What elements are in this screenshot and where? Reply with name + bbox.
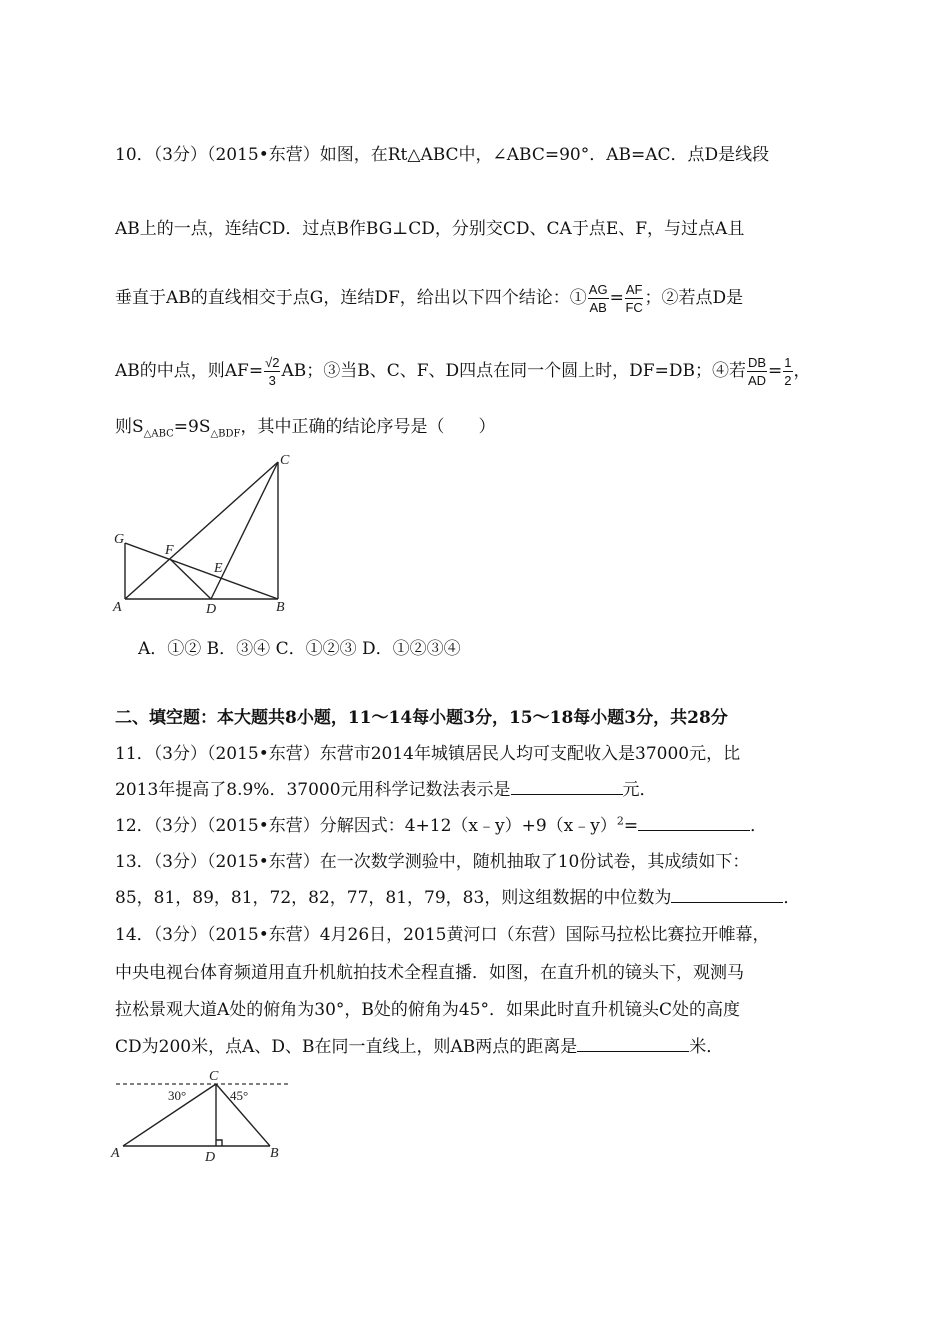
text: 85，81，89，81，72，82，77，81，79，83，则这组数据的中位数为 <box>115 888 672 908</box>
text: ． <box>783 888 801 908</box>
text: 12．（3分）（2015•东营）分解因式：4+12（x﹣y）+9（x﹣y） <box>115 816 617 836</box>
label-f: F <box>165 543 174 558</box>
equals: = <box>609 288 624 308</box>
segment-cd <box>211 462 278 599</box>
text: = <box>623 816 639 836</box>
q10-options: A．①② B．③④ C．①②③ D．①②③④ <box>138 639 461 659</box>
frac-num: DB <box>747 355 767 370</box>
label-c: C <box>209 1069 219 1084</box>
q14-line3: 拉松景观大道A处的俯角为30°，B处的俯角为45°．如果此时直升机镜头C处的高度 <box>115 1000 741 1020</box>
subscript: △BDF <box>210 428 241 440</box>
q13-line1: 13．（3分）（2015•东营）在一次数学测验中，随机抽取了10份试卷，其成绩如下： <box>115 852 750 872</box>
right-angle-mark <box>216 1140 222 1146</box>
segment-df <box>170 559 211 599</box>
answer-blank <box>577 1037 689 1052</box>
text: 则S <box>115 417 144 437</box>
label-angle-45: 45° <box>230 1088 249 1103</box>
frac-den: AD <box>747 373 767 388</box>
label-g: G <box>114 532 125 547</box>
answer-blank <box>638 816 750 831</box>
equals: = <box>768 361 783 381</box>
comma: ， <box>793 361 811 381</box>
frac-den: 2 <box>784 373 792 388</box>
q10-line4 <box>115 356 811 387</box>
segment-ac <box>125 462 278 599</box>
q14-line1: 14．（3分）（2015•东营）4月26日，2015黄河口（东营）国际马拉松比赛拉开帷幕， <box>115 925 770 945</box>
label-d: D <box>206 602 217 617</box>
q12-line1 <box>115 811 767 836</box>
fraction-db-ad <box>747 356 767 387</box>
text: ，其中正确的结论序号是（ ） <box>240 417 496 437</box>
q14-line2: 中央电视台体育频道用直升机航拍技术全程直播．如图，在直升机的镜头下，观测马 <box>115 963 744 983</box>
label-b: B <box>276 600 285 615</box>
label-angle-30: 30° <box>168 1088 187 1103</box>
q10-line5 <box>115 412 495 439</box>
q10-line3-text-a: 垂直于AB的直线相交于点G，连结DF，给出以下四个结论：① <box>115 288 587 308</box>
q10-line1: 10．（3分）（2015•东营）如图，在Rt△ABC中，∠ABC=90°．AB=AC．点D是线段 <box>115 145 770 165</box>
q11-line2 <box>115 775 657 800</box>
q13-line2 <box>115 883 800 908</box>
subscript: △ABC <box>143 428 174 440</box>
text: CD为200米，点A、D、B在同一直线上，则AB两点的距离是 <box>115 1037 578 1057</box>
label-a: A <box>113 600 122 615</box>
superscript: 2 <box>616 814 624 828</box>
triangle-figure-q10 <box>108 448 308 618</box>
fraction-ag-ab <box>588 283 609 314</box>
fraction-sqrt2-3 <box>264 356 280 387</box>
answer-blank <box>671 888 783 903</box>
text: 2013年提高了8.9%．37000元用科学记数法表示是 <box>115 780 511 800</box>
section-2-title: 二、填空题：本大题共8小题，11～14每小题3分，15～18每小题3分，共28分 <box>115 708 728 728</box>
frac-num: 1 <box>784 355 792 370</box>
q10-line2: AB上的一点，连结CD．过点B作BG⊥CD，分别交CD、CA于点E、F，与过点A且 <box>115 219 745 239</box>
frac-den: 3 <box>268 373 276 388</box>
label-a: A <box>111 1146 120 1161</box>
label-c: C <box>280 453 290 468</box>
q10-line3 <box>115 283 743 314</box>
label-b: B <box>270 1146 279 1161</box>
fraction-1-2 <box>783 356 792 387</box>
q10-line3-text-b: ；②若点D是 <box>644 288 744 308</box>
q11-line1: 11．（3分）（2015•东营）东营市2014年城镇居民人均可支配收入是37000元，比 <box>115 744 741 764</box>
label-d: D <box>205 1150 216 1165</box>
fraction-af-fc <box>625 283 644 314</box>
label-e: E <box>214 561 223 576</box>
helicopter-figure-q14 <box>108 1064 308 1174</box>
frac-num: √2 <box>265 355 280 370</box>
text: 元． <box>622 780 657 800</box>
text: =9S <box>173 417 211 437</box>
frac-den: AB <box>589 300 607 315</box>
text: ． <box>750 816 768 836</box>
frac-num: AG <box>588 282 608 297</box>
frac-den: FC <box>625 300 643 315</box>
frac-num: AF <box>625 282 643 297</box>
text: 米． <box>689 1037 724 1057</box>
q10-line4-text-b: AB；③当B、C、F、D四点在同一个圆上时，DF=DB；④若 <box>281 361 746 381</box>
q14-line4 <box>115 1032 723 1057</box>
answer-blank <box>511 780 623 795</box>
q10-line4-text-a: AB的中点，则AF= <box>115 361 264 381</box>
